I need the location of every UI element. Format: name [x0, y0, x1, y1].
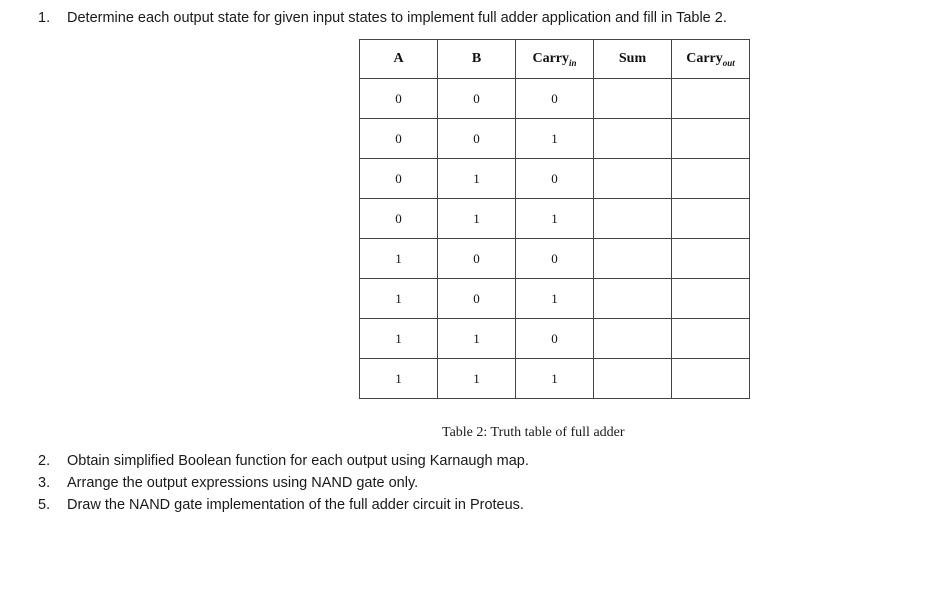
question-text: Draw the NAND gate implementation of the full adder circuit in Proteus. [67, 497, 524, 513]
cell-a: 1 [360, 359, 438, 399]
cell-a: 1 [360, 319, 438, 359]
cell-b: 1 [438, 319, 516, 359]
cell-carry-in: 1 [516, 279, 594, 319]
cell-b: 0 [438, 239, 516, 279]
cell-b: 1 [438, 199, 516, 239]
header-carry-out [672, 40, 750, 79]
header-sum: Sum [594, 40, 672, 79]
table-caption: Table 2: Truth table of full adder [442, 425, 625, 440]
question-text: Determine each output state for given input states to implement full adder application and fill in Table 2. [67, 10, 727, 26]
cell-carry-in: 0 [516, 79, 594, 119]
cell-carry-out [672, 159, 750, 199]
cell-carry-out [672, 359, 750, 399]
question-3 [38, 474, 418, 492]
cell-a: 0 [360, 199, 438, 239]
header-carry-in [516, 40, 594, 79]
table-row [360, 79, 750, 119]
cell-a: 1 [360, 239, 438, 279]
cell-carry-in: 0 [516, 319, 594, 359]
question-number: 3. [38, 475, 51, 491]
cell-sum [594, 79, 672, 119]
cell-b: 1 [438, 359, 516, 399]
table-row [360, 279, 750, 319]
table-row [360, 159, 750, 199]
cell-a: 0 [360, 159, 438, 199]
cell-sum [594, 319, 672, 359]
cell-b: 0 [438, 79, 516, 119]
cell-carry-out [672, 199, 750, 239]
question-text: Obtain simplified Boolean function for each output using Karnaugh map. [67, 453, 529, 469]
cell-a: 1 [360, 279, 438, 319]
header-a: A [360, 40, 438, 79]
header-carry-in-label: Carry [532, 50, 570, 66]
cell-sum [594, 199, 672, 239]
header-row [360, 40, 750, 79]
header-b: B [438, 40, 516, 79]
cell-a: 0 [360, 119, 438, 159]
cell-sum [594, 239, 672, 279]
table-row [360, 319, 750, 359]
cell-carry-in: 1 [516, 359, 594, 399]
question-1 [38, 9, 727, 27]
table-row [360, 239, 750, 279]
cell-carry-out [672, 119, 750, 159]
question-2 [38, 452, 529, 470]
cell-carry-out [672, 279, 750, 319]
question-5 [38, 496, 524, 514]
truth-table [359, 39, 750, 399]
table-row [360, 199, 750, 239]
cell-sum [594, 279, 672, 319]
cell-carry-in: 1 [516, 199, 594, 239]
table-row [360, 359, 750, 399]
header-carry-out-label: Carry [686, 50, 723, 66]
cell-sum [594, 159, 672, 199]
cell-carry-in: 0 [516, 239, 594, 279]
cell-b: 0 [438, 279, 516, 319]
cell-carry-in: 1 [516, 119, 594, 159]
cell-carry-out [672, 79, 750, 119]
cell-carry-out [672, 319, 750, 359]
cell-a: 0 [360, 79, 438, 119]
cell-carry-out [672, 239, 750, 279]
question-number: 5. [38, 497, 51, 513]
question-text: Arrange the output expressions using NAND gate only. [67, 475, 419, 491]
header-carry-in-subscript: in [569, 57, 577, 68]
cell-b: 1 [438, 159, 516, 199]
cell-carry-in: 0 [516, 159, 594, 199]
question-number: 2. [38, 453, 51, 469]
cell-b: 0 [438, 119, 516, 159]
question-number: 1. [38, 10, 51, 26]
cell-sum [594, 359, 672, 399]
header-carry-out-subscript: out [722, 57, 735, 68]
table-row [360, 119, 750, 159]
cell-sum [594, 119, 672, 159]
